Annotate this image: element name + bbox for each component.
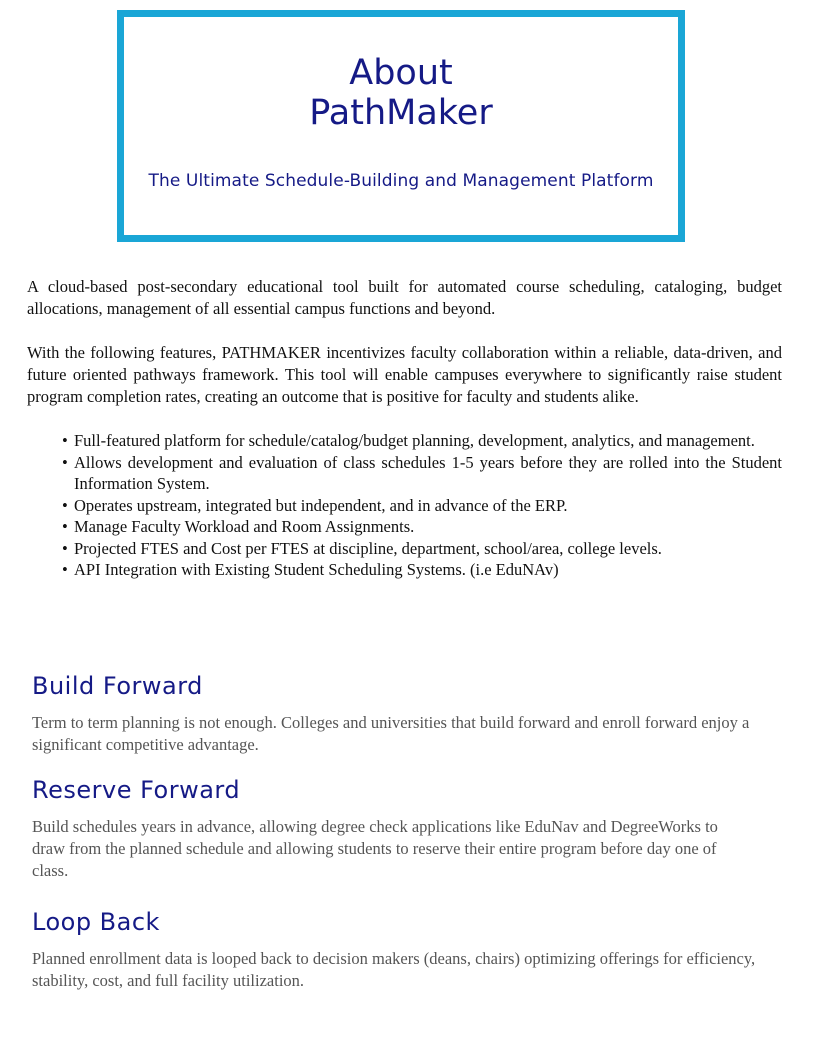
feature-item: • Allows development and evaluation of class schedules 1-5 years before they are rolled into the Student Information System. bbox=[74, 452, 782, 495]
page-subtitle: The Ultimate Schedule-Building and Management Platform bbox=[148, 171, 654, 191]
title-line-1: About bbox=[349, 53, 453, 93]
feature-item: • Manage Faculty Workload and Room Assignments. bbox=[74, 516, 782, 538]
section-heading: Reserve Forward bbox=[32, 776, 241, 804]
section-body: Build schedules years in advance, allowing degree check applications like EduNav and DegreeWorks to draw from the planned schedule and allowing students to reserve their entire program before day one of class. bbox=[32, 817, 718, 880]
feature-item: • Operates upstream, integrated but independent, and in advance of the ERP. bbox=[74, 495, 782, 517]
page-title bbox=[124, 53, 678, 133]
section-body: Term to term planning is not enough. Colleges and universities that build forward and enroll forward enjoy a significant competitive advantage. bbox=[32, 713, 750, 754]
intro-paragraph-1: A cloud-based post-secondary educational tool built for automated course scheduling, cataloging, budget allocations, management of all essential campus functions and beyond. bbox=[27, 277, 782, 318]
title-line-2: PathMaker bbox=[309, 93, 493, 133]
section-reserve-forward bbox=[32, 776, 772, 882]
section-loop-back bbox=[32, 908, 772, 992]
section-build-forward bbox=[32, 672, 772, 756]
intro-content bbox=[27, 276, 782, 581]
section-heading: Loop Back bbox=[32, 908, 160, 936]
feature-item: • API Integration with Existing Student Scheduling Systems. (i.e EduNAv) bbox=[74, 559, 782, 581]
section-body: Planned enrollment data is looped back to decision makers (deans, chairs) optimizing offerings for efficiency, stability, cost, and full facility utilization. bbox=[32, 949, 756, 990]
feature-item: • Projected FTES and Cost per FTES at discipline, department, school/area, college levels. bbox=[74, 538, 782, 560]
section-heading: Build Forward bbox=[32, 672, 203, 700]
feature-list bbox=[27, 430, 782, 581]
intro-paragraph-2: With the following features, PATHMAKER incentivizes faculty collaboration within a reliable, data-driven, and future oriented pathways framework. This tool will enable campuses everywhere to significantly raise student program completion rates, creating an outcome that is positive for faculty and students alike. bbox=[27, 343, 782, 406]
feature-item: • Full-featured platform for schedule/catalog/budget planning, development, analytics, and management. bbox=[74, 430, 782, 452]
header-banner bbox=[117, 10, 685, 242]
